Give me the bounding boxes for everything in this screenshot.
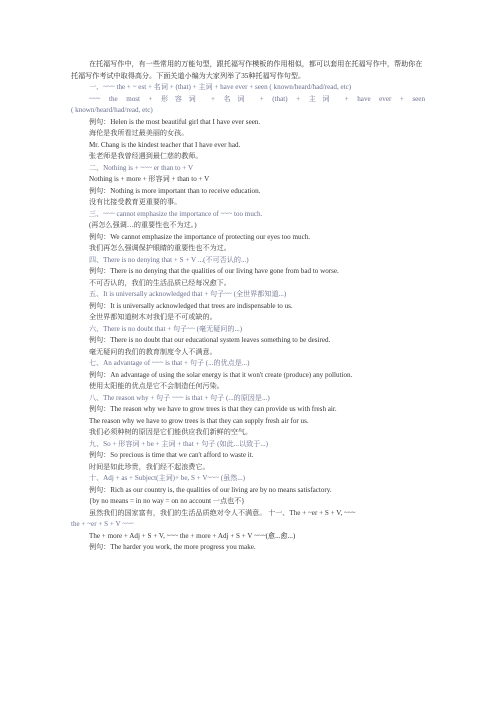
text-line: The reason why we have to grow trees is that they can supply fresh air for us.	[89, 416, 309, 425]
text-line: (再怎么强调…的重要性也不为过。)	[89, 221, 197, 229]
text-line: 海伦是我所看过最美丽的女孩。	[89, 129, 189, 137]
text-line: 二、Nothing is + ~~~ er than to + V	[89, 163, 194, 172]
text-line: Mr. Chang is the kindest teacher that I have ever had.	[89, 140, 241, 149]
intro-paragraph: 在托福写作中，有一些常用的万能句型，跟托福写作模板的作用相似，都可以套用在托福写作中，帮助你在托福写作考试中取得高分。下面关道小编为大家列举了35种托福写作句型。	[71, 60, 423, 80]
text-line: Nothing is + more + 形容词 + than to + V	[89, 175, 210, 183]
text-line: 例句：We cannot emphasize the importance of protecting our eyes too much.	[89, 232, 311, 241]
text-line: 例句：The reason why we have to grow trees is that they can provide us with fresh air.	[89, 405, 337, 413]
text-line: 我们再怎么强调保护眼睛的重要性也不为过。	[89, 244, 231, 252]
text-line: 例句：Rich as our country is, the qualities of our living are by no means satisfactory.	[89, 485, 332, 494]
text-line: 七、An advantage of ~~~ is that + 句子 (...的优点是...)	[89, 359, 250, 367]
text-line: 九、So + 形容词 + be + 主词 + that + 句子 (如此...以致于...)	[89, 439, 269, 448]
text-line: 五、It is universally acknowledged that + 句子~~ (全世界都知道...)	[89, 290, 287, 298]
text-line: 我们必须种树的原因是它们能供应我们新鲜的空气。	[89, 428, 253, 436]
text-line: 没有比接受教育更重要的事。	[89, 198, 182, 206]
text-line: 全世界都知道树木对我们是不可或缺的。	[89, 313, 217, 321]
text-line: 四、There is no denying that + S + V ...(不可否认的...)	[89, 255, 249, 264]
text-line: 例句：It is universally acknowledged that trees are indispensable to us.	[89, 301, 293, 310]
text-line: 例句：There is no denying that the qualities of our living have gone from bad to worse.	[89, 267, 339, 275]
text-line: 六、There is no doubt that + 句子~~ (毫无疑问的...)	[89, 324, 243, 333]
text-line: ~~~ the most + 形容词 + 名词 + (that) + 主词 + have ever + seen	[89, 94, 425, 103]
text-line: 毫无疑问的我们的教育制度令人不满意。	[89, 347, 217, 356]
text-line: {by no means = in no way = on no account 一点也不}	[89, 497, 245, 505]
text-line: 使用太阳能的优点是它不会制造任何污染。	[89, 382, 224, 390]
text-line: 十、Adj + as + Subject(主词)+ be, S + V~~~ (虽然...)	[89, 474, 246, 482]
text-line: 例句：An advantage of using the solar energy is that it won't create (produce) any pollution.	[89, 370, 353, 379]
text-line: 三、~~~ cannot emphasize the importance of ~~~ too much.	[89, 209, 263, 218]
text-line: 例句：The harder you work, the more progress you make.	[89, 543, 256, 551]
text-line: 虽然我们的国家富有，我们的生活品质绝对令人不满意。 十一、The + ~er + S + V, ~~~	[89, 508, 356, 517]
text-line: 例句：Nothing is more important than to receive education.	[89, 186, 261, 195]
text-line: 不可否认的，我们的生活品质已经每况愈下。	[89, 278, 231, 287]
text-line: The + more + Adj + S + V, ~~~ the + more + Adj + S + V ~~~(愈...愈...)	[89, 531, 296, 540]
text-line: 一、~~~ the + ~ est + 名词 + (that) + 主词 + have ever + seen ( known/heard/had/read, etc)	[89, 83, 352, 91]
text-line: 八、The reason why + 句子 ~~~ is that + 句子 (...的原因是...)	[89, 393, 270, 402]
document-body	[71, 59, 425, 554]
text-line: ( known/heard/had/read, etc)	[71, 106, 153, 114]
text-line: 例句：So precious is time that we can't afford to waste it.	[89, 451, 254, 459]
text-line: 例句：Helen is the most beautiful girl that I have ever seen.	[89, 117, 261, 126]
text-line: 例句：There is no doubt that our educational system leaves something to be desired.	[89, 336, 331, 344]
text-line: 张老师是我曾经遇到最仁慈的教师。	[89, 152, 203, 160]
text-line: the + ~er + S + V ~~~	[71, 520, 134, 528]
text-line: 时间是如此珍贵，我们经不起浪费它。	[89, 462, 210, 471]
